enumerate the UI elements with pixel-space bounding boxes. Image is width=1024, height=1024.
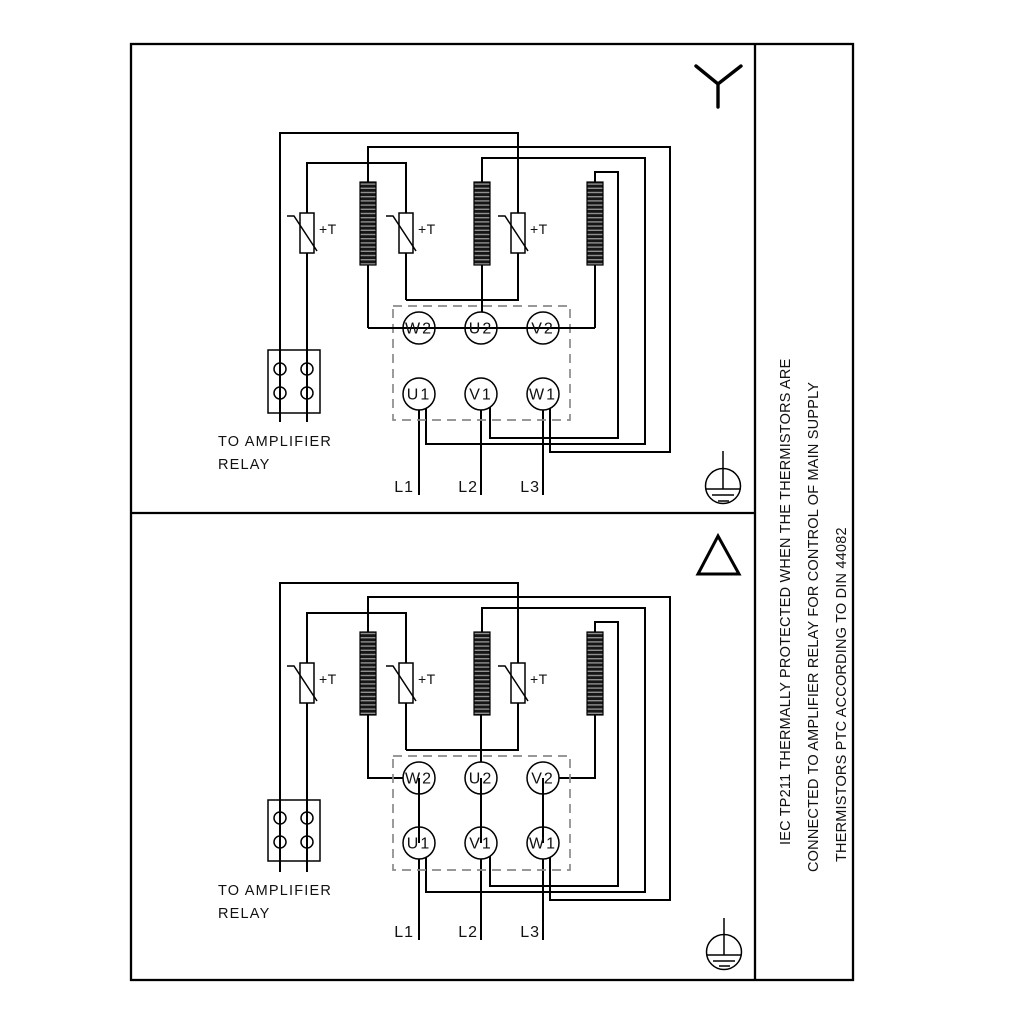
thermistor-label: +T [319,221,337,237]
side-note-line3: THERMISTORS PTC ACCORDING TO DIN 44082 [834,527,850,862]
amplifier-relay-connector [268,800,320,861]
winding-coil-w [360,182,376,265]
terminal-label: W2 [405,320,433,338]
delta-jumper-wires [419,778,543,843]
relay-note-line2: RELAY [218,457,271,473]
thermistor-label: +T [319,671,337,687]
side-note [778,358,850,872]
thermistor-icon [498,213,548,253]
supply-label-l1: L1 [394,924,414,941]
terminal-label: W2 [405,770,433,788]
side-note-line2: CONNECTED TO AMPLIFIER RELAY FOR CONTROL OF MAIN SUPPLY [806,381,822,872]
star-panel [218,66,741,504]
supply-label-l3: L3 [520,479,540,496]
terminal-label: U2 [468,770,494,788]
terminal-label: W1 [529,386,557,404]
terminal-label: U1 [406,386,432,404]
terminal-label: W1 [529,835,557,853]
winding-coil-u [474,182,490,265]
winding-coil-v [587,632,603,715]
supply-label-l2: L2 [458,924,478,941]
delta-icon [698,536,739,574]
thermistor-label: +T [418,221,436,237]
thermistor-label: +T [530,671,548,687]
delta-panel [218,536,742,970]
thermistor-icon [386,213,436,253]
earth-ground-icon [706,451,741,504]
relay-note-line1: TO AMPLIFIER [218,883,333,899]
amplifier-relay-connector [268,350,320,413]
supply-label-l2: L2 [458,479,478,496]
thermistor-icon [287,663,337,703]
terminal-label: V1 [469,386,493,404]
relay-note-line1: TO AMPLIFIER [218,434,333,450]
winding-coil-v [587,182,603,265]
connector-box [268,350,320,413]
thermistor-label: +T [530,221,548,237]
thermistor-label: +T [418,671,436,687]
star-icon [696,66,741,107]
supply-label-l3: L3 [520,924,540,941]
relay-note-line2: RELAY [218,906,271,922]
terminal-board [368,306,595,420]
thermistor-icon [498,663,548,703]
terminal-board [393,756,570,870]
terminal-label: V2 [531,770,555,788]
thermistor-icon [386,663,436,703]
winding-coil-w [360,632,376,715]
thermistor-icon [287,213,337,253]
winding-coil-u [474,632,490,715]
connector-box [268,800,320,861]
terminal-label: V2 [531,320,555,338]
terminal-label: V1 [469,835,493,853]
terminal-label: U1 [406,835,432,853]
supply-label-l1: L1 [394,479,414,496]
terminal-label: U2 [468,320,494,338]
side-note-line1: IEC TP211 THERMALLY PROTECTED WHEN THE THERMISTORS ARE [778,358,794,845]
earth-ground-icon [707,918,742,970]
